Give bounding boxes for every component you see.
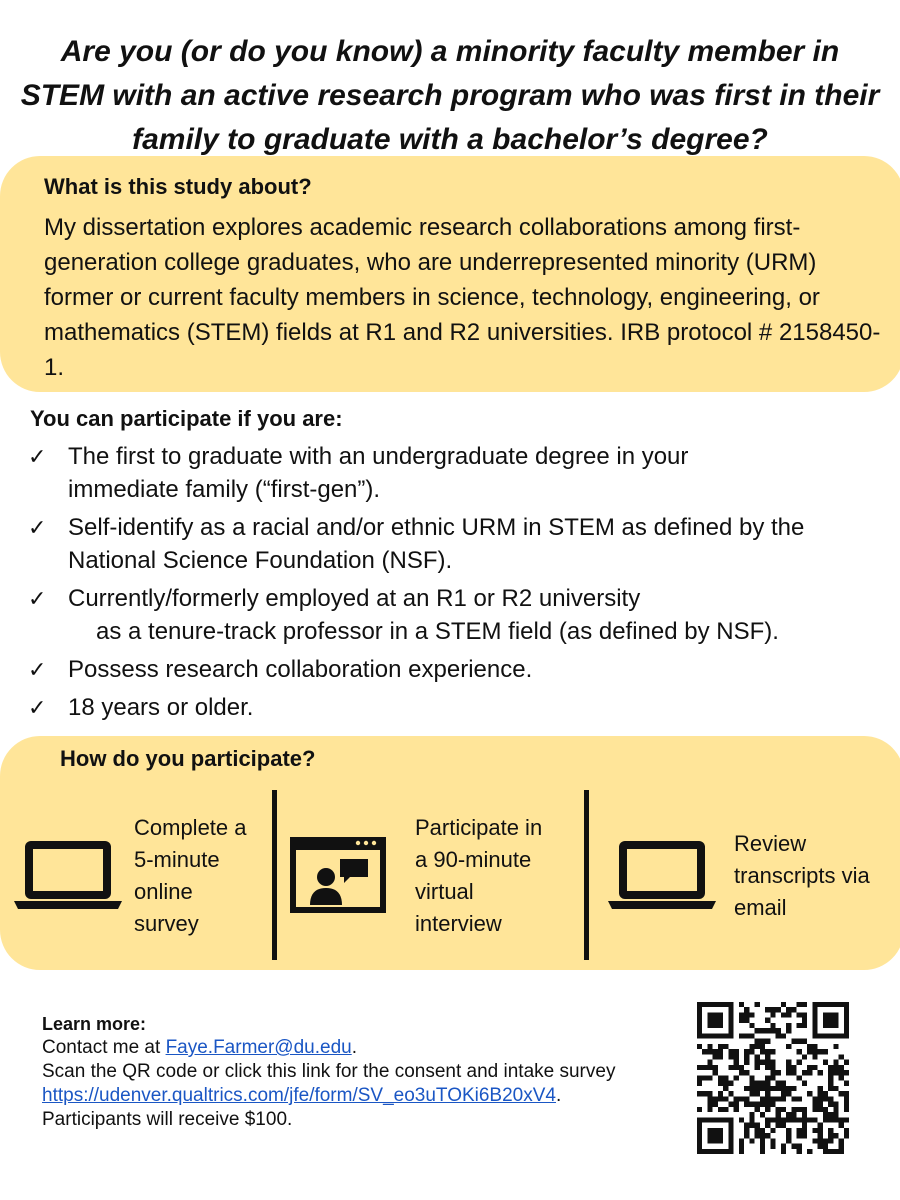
study-about-heading: What is this study about?: [44, 174, 312, 199]
step-divider: [584, 790, 589, 960]
study-about-panel: [0, 156, 900, 392]
survey-link-line: https://udenver.qualtrics.com/jfe/form/SV_eo3uTOKi6B20xV4.: [42, 1085, 562, 1106]
scan-instructions: Scan the QR code or click this link for the consent and intake survey: [42, 1061, 616, 1082]
eligibility-item: ✓ Possess research collaboration experience.: [28, 653, 900, 686]
survey-link[interactable]: https://udenver.qualtrics.com/jfe/form/SV_eo3uTOKi6B20xV4: [42, 1085, 556, 1106]
eligibility-item: ✓ Currently/formerly employed at an R1 or R2 university as a tenure-track professor in a STEM field (as defined by NSF).: [28, 582, 900, 648]
step-survey-text: Complete a 5-minute online survey: [134, 815, 247, 936]
video-call-icon: [288, 835, 388, 915]
eligibility-item: ✓ The first to graduate with an undergraduate degree in your immediate family (“first-gen”).: [28, 440, 900, 506]
step-review-text: Review transcripts via email: [734, 831, 870, 920]
checkmark-icon: ✓: [28, 695, 47, 720]
eligibility-item: ✓ 18 years or older.: [28, 691, 900, 724]
laptop-icon: [10, 838, 126, 912]
qr-code-icon[interactable]: [697, 1002, 849, 1154]
checkmark-icon: ✓: [28, 515, 47, 540]
laptop-icon: [604, 838, 720, 912]
checkmark-icon: ✓: [28, 586, 47, 611]
participation-heading: How do you participate?: [60, 746, 316, 771]
learn-more-heading: Learn more:: [42, 1014, 147, 1034]
checkmark-icon: ✓: [28, 657, 47, 682]
contact-line: Contact me at Faye.Farmer@du.edu.: [42, 1037, 357, 1058]
headline: Are you (or do you know) a minority faculty member in STEM with an active research program who was first in their family to graduate with a bachelor’s degree?: [20, 35, 880, 156]
compensation-text: Participants will receive $100.: [42, 1109, 293, 1130]
eligibility-item: ✓ Self-identify as a racial and/or ethnic URM in STEM as defined by the National Science Foundation (NSF).: [28, 511, 900, 577]
learn-more-section: [42, 1012, 692, 1132]
step-divider: [272, 790, 277, 960]
eligibility-heading: You can participate if you are:: [30, 406, 343, 431]
email-link[interactable]: Faye.Farmer@du.edu: [165, 1037, 352, 1058]
checkmark-icon: ✓: [28, 444, 47, 469]
study-about-body: My dissertation explores academic research collaborations among first-generation college graduates, who are underrepresented minority (URM) former or current faculty members in science, technology, engineering, or mathematics (STEM) fields at R1 and R2 universities. IRB protocol # 2158450-1.: [44, 214, 881, 381]
step-interview-text: Participate in a 90-minute virtual interview: [415, 815, 543, 936]
eligibility-list: [28, 440, 900, 729]
